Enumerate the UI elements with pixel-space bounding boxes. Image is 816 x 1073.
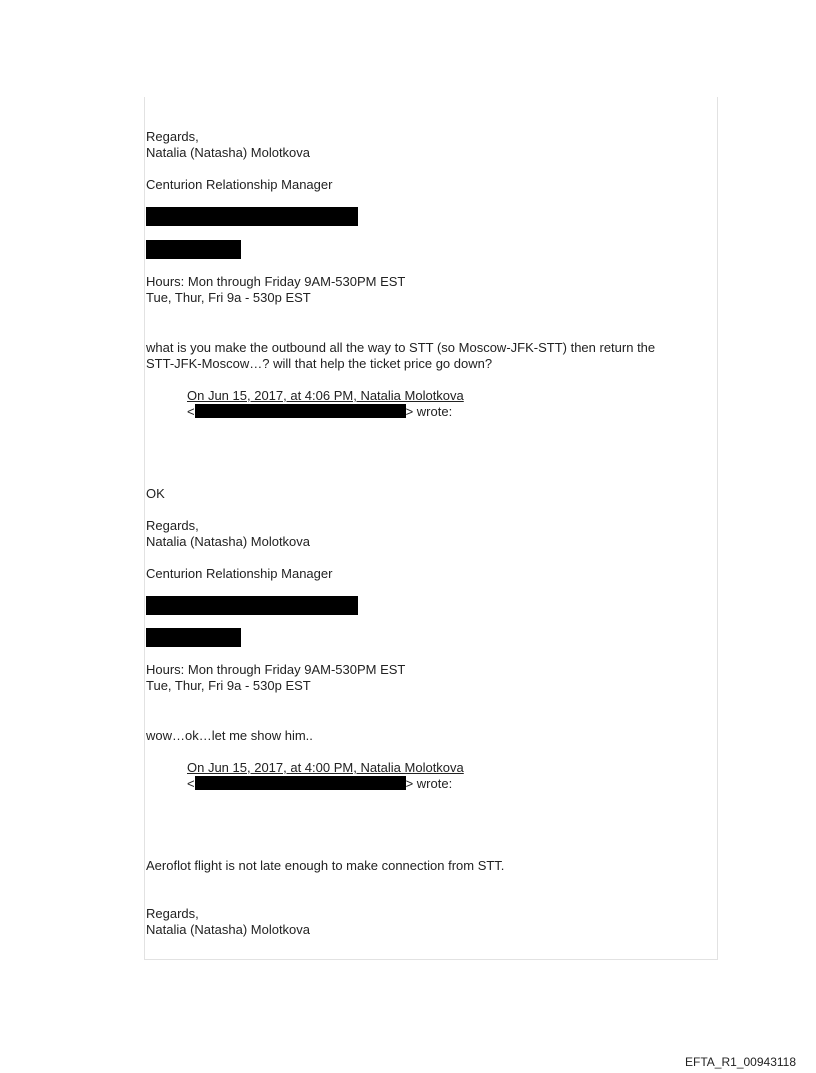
regards-text: Regards, [146, 129, 199, 144]
message-line-1: what is you make the outbound all the way to STT (so Moscow-JFK-STT) then return the [146, 340, 656, 355]
hours-line-1: Hours: Mon through Friday 9AM-530PM EST [146, 274, 406, 289]
message-line-2: STT-JFK-Moscow…? will that help the ticket price go down? [146, 356, 493, 371]
quote-header [187, 760, 464, 776]
redaction-box [146, 240, 241, 259]
sender-name: Natalia (Natasha) Molotkova [146, 922, 311, 937]
quote-wrote: > wrote: [405, 776, 453, 791]
quote-open-bracket: < [187, 404, 195, 419]
quote-wrote: > wrote: [405, 404, 453, 419]
message-line-1: wow…ok…let me show him.. [146, 728, 313, 743]
redaction-box [195, 776, 406, 790]
hours-line-2: Tue, Thur, Fri 9a - 530p EST [146, 678, 311, 693]
hours-line-1: Hours: Mon through Friday 9AM-530PM EST [146, 662, 406, 677]
quote-header [187, 388, 464, 404]
sender-title: Centurion Relationship Manager [146, 177, 333, 192]
regards-text: Regards, [146, 906, 199, 921]
quote-open-bracket: < [187, 776, 195, 791]
ok-text: OK [146, 486, 165, 501]
quote-email-line [187, 404, 452, 420]
redaction-box [146, 596, 358, 615]
hours-line-2: Tue, Thur, Fri 9a - 530p EST [146, 290, 311, 305]
redaction-box [146, 628, 241, 647]
sender-name: Natalia (Natasha) Molotkova [146, 145, 311, 160]
sender-name: Natalia (Natasha) Molotkova [146, 534, 311, 549]
sender-title: Centurion Relationship Manager [146, 566, 333, 581]
regards-text: Regards, [146, 518, 199, 533]
document-id: EFTA_R1_00943118 [685, 1055, 796, 1069]
email-frame [144, 97, 718, 960]
redaction-box [146, 207, 358, 226]
quote-header-text: On Jun 15, 2017, at 4:00 PM, Natalia Molotkova [187, 760, 464, 775]
message-body: Aeroflot flight is not late enough to make connection from STT. [146, 858, 505, 873]
quote-email-line [187, 776, 452, 792]
quote-header-text: On Jun 15, 2017, at 4:06 PM, Natalia Molotkova [187, 388, 464, 403]
redaction-box [195, 404, 406, 418]
